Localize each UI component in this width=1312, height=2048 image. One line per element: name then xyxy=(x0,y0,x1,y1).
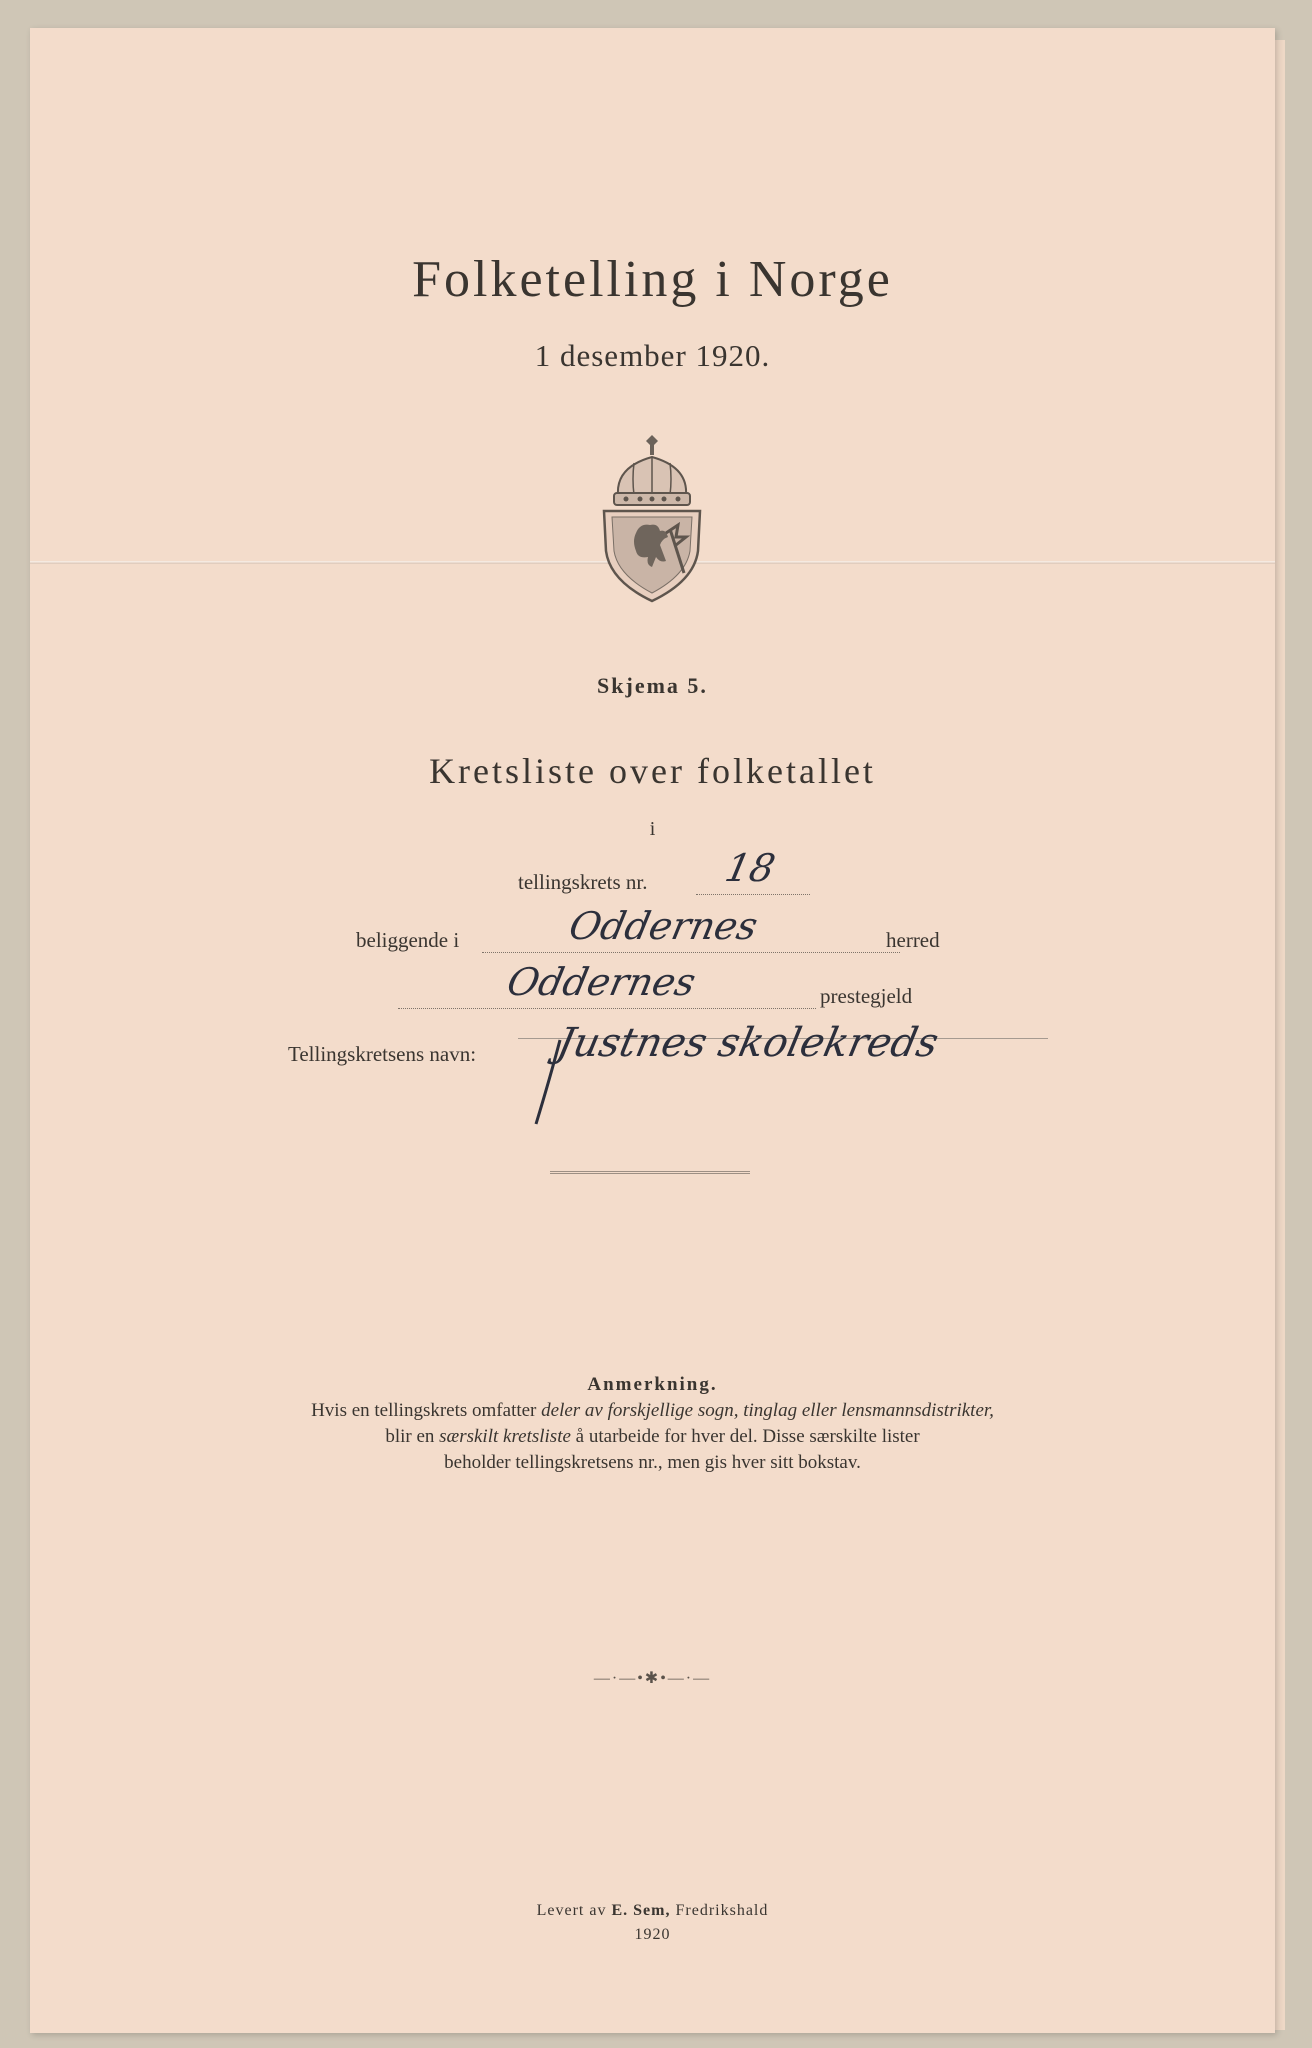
printer-year: 1920 xyxy=(634,1926,671,1943)
connector-word: i xyxy=(649,818,656,840)
tellingskrets-label: tellingskrets nr. xyxy=(518,870,648,894)
norwegian-coat-of-arms-icon xyxy=(596,433,708,608)
prestegjeld-line xyxy=(398,1008,816,1009)
prestegjeld-label: prestegjeld xyxy=(820,984,913,1008)
krets-navn-value: Justnes skolekreds xyxy=(553,1020,943,1066)
document-title: Folketelling i Norge xyxy=(412,251,893,308)
section-divider xyxy=(550,1171,750,1174)
herred-line xyxy=(482,952,900,953)
prestegjeld-value: Oddernes xyxy=(503,960,700,1004)
pen-stroke-mark xyxy=(530,1038,570,1128)
herred-label: herred xyxy=(886,928,940,952)
form-title: Kretsliste over folketallet xyxy=(429,751,876,791)
krets-navn-label: Tellingskretsens navn: xyxy=(288,1042,477,1066)
note-line-3: beholder tellingskretsens nr., men gis hver sitt bokstav. xyxy=(444,1452,861,1473)
census-form-page xyxy=(30,28,1275,2033)
note-line-1: Hvis en tellingskrets omfatter deler av forskjellige sogn, tinglag eller lensmannsdistrikter, xyxy=(311,1400,994,1421)
note-heading: Anmerkning. xyxy=(587,1374,718,1395)
beliggende-label: beliggende i xyxy=(356,928,460,952)
census-date: 1 desember 1920. xyxy=(534,338,771,373)
ornament-divider: —·—•✱•—·— xyxy=(593,1670,712,1687)
form-number: Skjema 5. xyxy=(597,673,708,698)
tellingskrets-value: 18 xyxy=(721,846,780,890)
printer-credit: Levert av E. Sem, Fredrikshald xyxy=(536,1902,769,1919)
tellingskrets-line xyxy=(696,894,810,895)
note-line-2: blir en særskilt kretsliste å utarbeide for hver del. Disse særskilte lister xyxy=(385,1426,920,1447)
herred-value: Oddernes xyxy=(565,904,762,948)
